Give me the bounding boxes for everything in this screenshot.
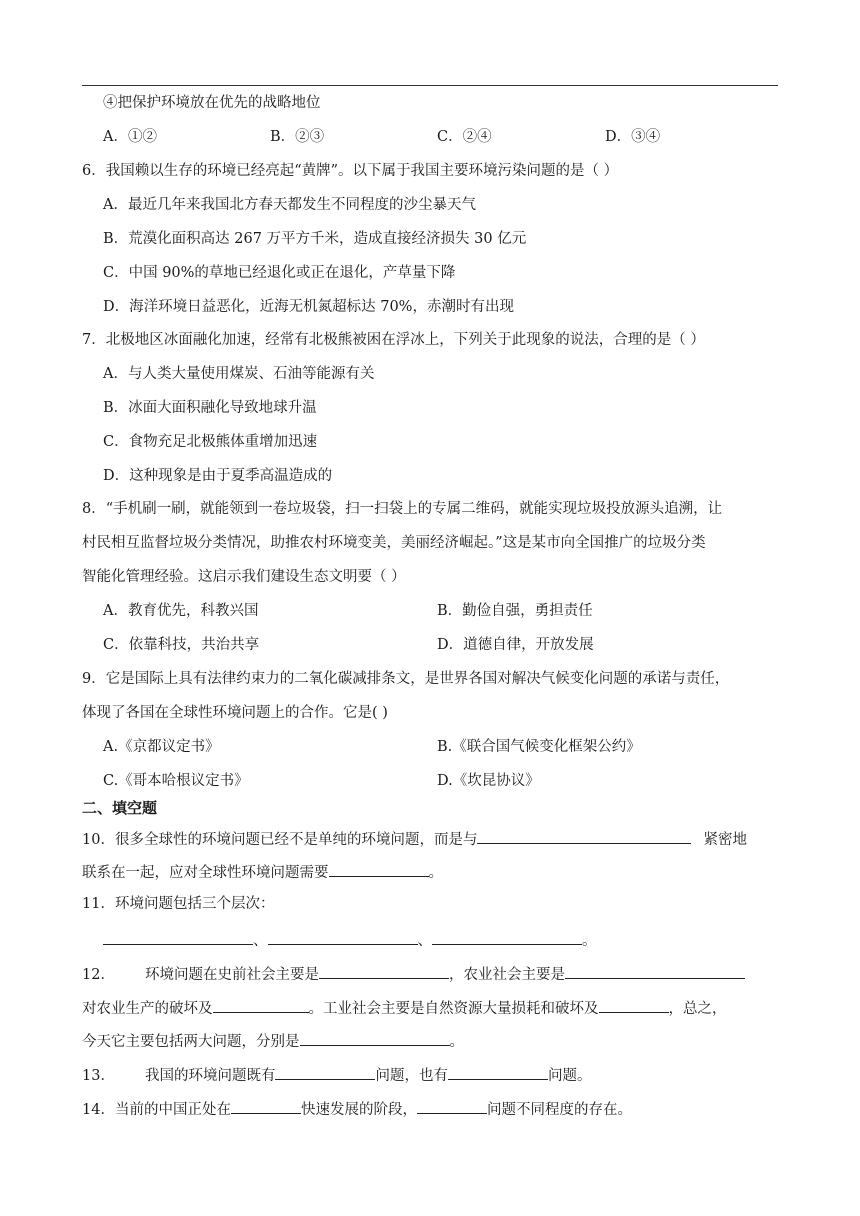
q12-text-g: 今天它主要包括两大问题，分别是 bbox=[82, 1034, 300, 1050]
q10-text-b: 紧密地 bbox=[703, 832, 747, 848]
header-rule bbox=[82, 85, 778, 86]
q7-choice-a[interactable]: A．与人类大量使用煤炭、石油等能源有关 bbox=[103, 366, 375, 382]
q5-choice-c[interactable]: C．②④ bbox=[437, 129, 492, 145]
q13-blank-2[interactable] bbox=[448, 1063, 548, 1080]
q10-blank-1[interactable] bbox=[477, 827, 691, 844]
q13-text-c: 问题，也有 bbox=[375, 1068, 448, 1084]
q6-choice-d[interactable]: D．海洋环境日益恶化，近海无机氮超标达 70%，赤潮时有出现 bbox=[103, 299, 514, 315]
q9-choice-a[interactable]: A.《京都议定书》 bbox=[103, 739, 220, 755]
q11-stem: 11．环境问题包括三个层次： bbox=[82, 896, 275, 912]
q7-choice-b[interactable]: B．冰面大面积融化导致地球升温 bbox=[103, 400, 317, 416]
q8-stem-line1: 8．“手机刷一刷，就能领到一卷垃圾袋，扫一扫袋上的专属二维码，就能实现垃圾投放源头追溯，让 bbox=[82, 501, 723, 517]
q14-text-c: 问题不同程度的存在。 bbox=[486, 1102, 632, 1118]
q12-blank-5[interactable] bbox=[300, 1029, 450, 1046]
q5-choice-a[interactable]: A．①② bbox=[103, 129, 157, 145]
q6-choice-c[interactable]: C．中国 90%的草地已经退化或正在退化，产草量下降 bbox=[103, 265, 456, 281]
q6-choice-a[interactable]: A．最近几年来我国北方春天都发生不同程度的沙尘暴天气 bbox=[103, 197, 476, 213]
q10-blank-2[interactable] bbox=[329, 860, 429, 877]
q9-choice-d[interactable]: D.《坎昆协议》 bbox=[437, 773, 540, 789]
section-2-title: 二、填空题 bbox=[82, 799, 158, 817]
q13-text-d: 问题。 bbox=[547, 1068, 592, 1084]
q10-text-d: 。 bbox=[428, 865, 443, 881]
q14-text-b: 快速发展的阶段， bbox=[300, 1102, 417, 1118]
q12-blank-3[interactable] bbox=[213, 996, 309, 1013]
q10-text-a: 10．很多全球性的环境问题已经不是单纯的环境问题，而是与 bbox=[82, 832, 478, 848]
q8-choice-c[interactable]: C．依靠科技，共治共享 bbox=[103, 637, 260, 653]
q12-blank-2[interactable] bbox=[565, 962, 745, 979]
q11-blank-1[interactable] bbox=[103, 928, 253, 945]
q5-choice-b[interactable]: B．②③ bbox=[270, 129, 325, 145]
q13-text-b: 我国的环境问题既有 bbox=[144, 1068, 276, 1084]
q5-option-4: ④把保护环境放在优先的战略地位 bbox=[103, 95, 321, 111]
q10-text-c: 联系在一起，应对全球性环境问题需要 bbox=[82, 865, 329, 881]
q14-text-a: 14．当前的中国正处在 bbox=[82, 1102, 231, 1118]
q13-line bbox=[82, 1063, 591, 1086]
q9-choice-c[interactable]: C.《哥本哈根议定书》 bbox=[103, 773, 249, 789]
q14-line bbox=[82, 1097, 632, 1120]
q12-text-d: 对农业生产的破坏及 bbox=[82, 1001, 213, 1017]
q12-number: 12． bbox=[82, 967, 115, 983]
q7-choice-d[interactable]: D．这种现象是由于夏季高温造成的 bbox=[103, 468, 333, 484]
q12-text-b: 环境问题在史前社会主要是 bbox=[144, 967, 319, 983]
q14-blank-1[interactable] bbox=[231, 1097, 301, 1114]
q9-stem-line2: 体现了各国在全球性环境问题上的合作。它是( ) bbox=[82, 705, 388, 721]
q12-blank-1[interactable] bbox=[319, 962, 449, 979]
q5-choice-d[interactable]: D．③④ bbox=[605, 129, 661, 145]
q12-blank-4[interactable] bbox=[599, 996, 669, 1013]
q8-stem-line3: 智能化管理经验。这启示我们建设生态文明要（ ） bbox=[82, 569, 406, 585]
q8-choice-a[interactable]: A．教育优先，科教兴国 bbox=[103, 603, 259, 619]
q11-blank-3[interactable] bbox=[432, 928, 582, 945]
q9-choice-b[interactable]: B.《联合国气候变化框架公约》 bbox=[437, 739, 641, 755]
q8-stem-line2: 村民相互监督垃圾分类情况，助推农村环境变美，美丽经济崛起。”这是某市向全国推广的垃圾分类 bbox=[82, 535, 706, 551]
q8-choice-b[interactable]: B．勤俭自强，勇担责任 bbox=[437, 603, 593, 619]
q11-end: 。 bbox=[582, 933, 597, 949]
q11-blanks-line bbox=[103, 928, 597, 951]
q11-blank-2[interactable] bbox=[268, 928, 418, 945]
q11-sep-1: 、 bbox=[253, 933, 268, 949]
q14-blank-2[interactable] bbox=[417, 1097, 487, 1114]
q13-number: 13． bbox=[82, 1068, 115, 1084]
q12-text-f: ，总之， bbox=[668, 1001, 727, 1017]
q9-stem-line1: 9．它是国际上具有法律约束力的二氧化碳减排条文，是世界各国对解决气候变化问题的承诺与责任， bbox=[82, 671, 730, 687]
q7-choice-c[interactable]: C．食物充足北极熊体重增加迅速 bbox=[103, 434, 318, 450]
q12-text-e: 。工业社会主要是自然资源大量损耗和破坏及 bbox=[308, 1001, 599, 1017]
q6-stem: 6．我国赖以生存的环境已经亮起“黄牌”。以下属于我国主要环境污染问题的是（ ） bbox=[82, 163, 619, 179]
q12-line3 bbox=[82, 1029, 464, 1052]
q8-choice-d[interactable]: D．道德自律，开放发展 bbox=[437, 637, 594, 653]
q11-sep-2: 、 bbox=[417, 933, 432, 949]
q12-text-c: ，农业社会主要是 bbox=[448, 967, 565, 983]
q10-line2 bbox=[82, 860, 443, 883]
q12-line1 bbox=[82, 962, 745, 985]
q7-stem: 7．北极地区冰面融化加速，经常有北极熊被困在浮冰上，下列关于此现象的说法，合理的是（ ） bbox=[82, 332, 705, 348]
q13-blank-1[interactable] bbox=[275, 1063, 375, 1080]
q12-text-h: 。 bbox=[449, 1034, 464, 1050]
q10-line1 bbox=[82, 827, 747, 850]
q12-line2 bbox=[82, 996, 727, 1019]
q6-choice-b[interactable]: B．荒漠化面积高达 267 万平方千米，造成直接经济损失 30 亿元 bbox=[103, 231, 527, 247]
